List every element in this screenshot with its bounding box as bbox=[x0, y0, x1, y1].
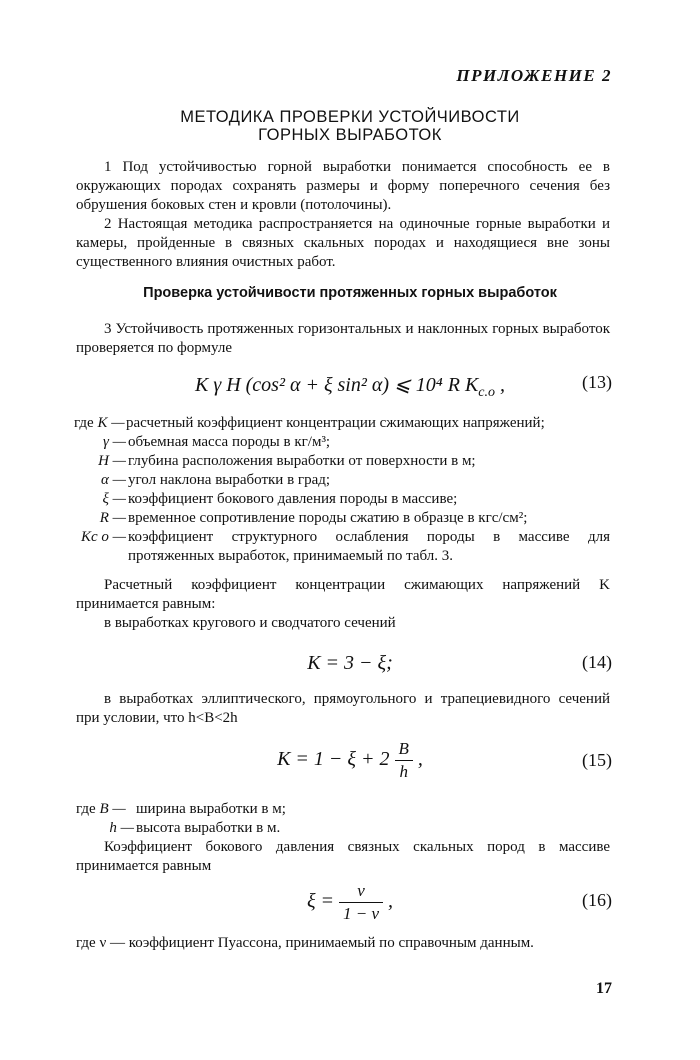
paragraph-8: где ν — коэффициент Пуассона, принимаемый по справочным данным. bbox=[76, 935, 534, 951]
formula-13-tail: , bbox=[495, 374, 506, 396]
definition-text: глубина расположения выработки от поверхности в м; bbox=[128, 453, 476, 469]
paragraph-7: Коэффициент бокового давления связных скальных пород в массиве принимается равным bbox=[76, 839, 610, 874]
paragraph-4: Расчетный коэффициент концентрации сжимающих напряжений K принимается равным: bbox=[76, 577, 610, 612]
definition-symbol: R — bbox=[99, 510, 126, 526]
equation-number-13: (13) bbox=[582, 372, 612, 392]
paragraph-1: 1 Под устойчивостью горной выработки понимается способность ее в окружающих породах сохранять размеры и форму поперечного сечения без обрушения боковых стен и кровли (потолочины). bbox=[76, 159, 610, 213]
definition-row bbox=[76, 490, 610, 509]
where-label: где bbox=[76, 801, 96, 817]
definition-row bbox=[76, 471, 610, 490]
definition-row bbox=[76, 414, 610, 433]
formula-15-tail: , bbox=[412, 748, 423, 771]
formula-16-tail: , bbox=[383, 890, 394, 913]
definition-text: расчетный коэффициент концентрации сжимающих напряжений; bbox=[126, 415, 545, 431]
definition-symbol: h — bbox=[109, 820, 134, 836]
definition-symbol: B — bbox=[99, 801, 126, 817]
definition-symbol: γ — bbox=[103, 434, 126, 450]
definition-symbol: α — bbox=[101, 472, 126, 488]
definition-text: коэффициент структурного ослабления породы в массиве для протяженных выработок, принимаемый по табл. 3. bbox=[128, 529, 610, 564]
equation-number-15: (15) bbox=[582, 750, 612, 770]
definition-text: высота выработки в м. bbox=[136, 820, 281, 836]
formula-14: K = 3 − ξ; bbox=[307, 652, 393, 674]
page-number: 17 bbox=[596, 980, 612, 997]
paragraph-6: в выработках эллиптического, прямоугольного и трапециевидного сечений при условии, что h<B<2h bbox=[76, 691, 610, 726]
formula-15-left: K = 1 − ξ + 2 bbox=[277, 748, 390, 771]
appendix-label: ПРИЛОЖЕНИЕ 2 bbox=[456, 66, 612, 85]
equation-number-16: (16) bbox=[582, 890, 612, 910]
paragraph-3: 3 Устойчивость протяженных горизонтальных и наклонных горных выработок проверяется по формуле bbox=[76, 321, 610, 356]
formula-13-body: K γ H (cos² α + ξ sin² α) ⩽ 10⁴ R K bbox=[194, 374, 479, 396]
definition-symbol: H — bbox=[98, 453, 126, 469]
formula-16-fraction bbox=[339, 880, 383, 925]
fraction-denominator: h bbox=[399, 762, 408, 781]
paragraph-2: 2 Настоящая методика распространяется на одиночные горные выработки и камеры, пройденные в связных скальных породах и находящиеся вне зоны существенного влияния очистных работ. bbox=[76, 216, 610, 270]
definition-text: угол наклона выработки в град; bbox=[128, 472, 331, 488]
fraction-denominator: 1 − ν bbox=[343, 904, 380, 923]
definition-row bbox=[76, 819, 610, 838]
fraction-numerator: ν bbox=[339, 880, 383, 903]
definitions-15 bbox=[76, 800, 610, 838]
paragraph-5: в выработках кругового и сводчатого сечений bbox=[104, 615, 396, 631]
definition-row bbox=[76, 509, 610, 528]
formula-13-sub: с.о bbox=[478, 385, 496, 400]
definition-row bbox=[76, 452, 610, 471]
definition-text: ширина выработки в м; bbox=[136, 801, 286, 817]
formula-16-left: ξ = bbox=[306, 890, 335, 913]
page-title-line2: ГОРНЫХ ВЫРАБОТОК bbox=[258, 126, 442, 144]
definition-symbol: ξ — bbox=[102, 491, 126, 507]
definition-row bbox=[76, 800, 610, 819]
definition-text: коэффициент бокового давления породы в массиве; bbox=[128, 491, 458, 507]
definition-row bbox=[76, 433, 610, 452]
formula-15-fraction bbox=[395, 738, 413, 783]
definition-text: объемная масса породы в кг/м³; bbox=[128, 434, 331, 450]
fraction-numerator: B bbox=[395, 738, 413, 761]
definitions-13 bbox=[76, 414, 610, 566]
equation-number-14: (14) bbox=[582, 652, 612, 672]
definition-symbol: Kс о — bbox=[81, 529, 126, 545]
page-title-line1: МЕТОДИКА ПРОВЕРКИ УСТОЙЧИВОСТИ bbox=[180, 108, 520, 126]
definition-row bbox=[76, 528, 610, 566]
definition-text: временное сопротивление породы сжатию в образце в кгс/см²; bbox=[128, 510, 528, 526]
section-heading: Проверка устойчивости протяженных горных выработок bbox=[143, 285, 557, 301]
definition-symbol: K — bbox=[97, 415, 125, 431]
where-label: где bbox=[74, 415, 94, 431]
